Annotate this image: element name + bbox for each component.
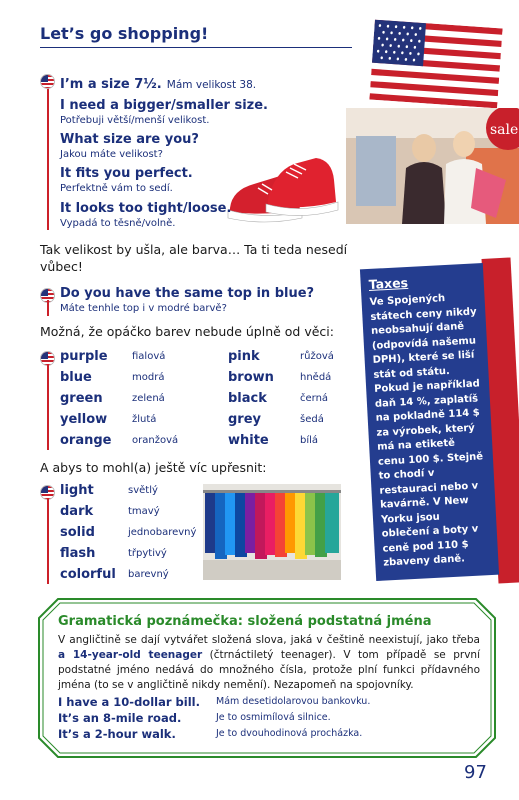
adjective-en: colorful xyxy=(60,567,116,582)
color-cz: růžová xyxy=(300,351,334,362)
body-text-1: Tak velikost by ušla, ale barva… Ta ti teda nesedí vůbec! xyxy=(40,242,348,274)
adjective-en: solid xyxy=(60,525,95,540)
color-en: grey xyxy=(228,412,262,427)
color-en: purple xyxy=(60,349,108,364)
color-en: orange xyxy=(60,433,112,448)
phrase-list-1 xyxy=(60,73,268,235)
adjective-lane xyxy=(47,498,49,584)
phrase-cz: Potřebuji větší/menší velikost. xyxy=(60,115,210,126)
taxes-body: Ve Spojených státech ceny nikdy neobsahují daně (odpovídá našemu DPH), které se liší stát od státu. Pokud je například daň 14 %, zaplatíš na pokladně 114 $ za výrobek, který má na etiketě cenu 100 $. Stejně to chodí v restauraci nebo v kavárně. V New Yorku jsou oblečení a boty v ceně pod 110 $ zbaveny daně. xyxy=(369,293,484,569)
color-en: black xyxy=(228,391,267,406)
list-item xyxy=(60,98,268,132)
body-text-3: A abys to mohl(a) ještě víc upřesnit: xyxy=(40,460,267,475)
list-item xyxy=(60,201,268,235)
clothes-rack-image xyxy=(203,484,341,580)
phrase-en: I need a bigger/smaller size. xyxy=(60,98,268,113)
adjective-cz: jednobarevný xyxy=(128,527,197,538)
color-cz: žlutá xyxy=(132,414,157,425)
color-en: green xyxy=(60,391,103,406)
color-cz: hnědá xyxy=(300,372,332,383)
phrase-cz: Perfektně vám to sedí. xyxy=(60,183,173,194)
phrase-en: It looks too tight/loose. xyxy=(60,201,232,216)
store-photo xyxy=(346,108,519,224)
title-divider xyxy=(40,47,352,48)
color-cz: černá xyxy=(300,393,329,404)
sale-sign: sale xyxy=(490,122,519,138)
color-lane xyxy=(47,364,49,450)
color-en: blue xyxy=(60,370,92,385)
adjective-table xyxy=(60,483,200,587)
adjective-en: dark xyxy=(60,504,94,519)
grammar-text-a: V angličtině se dají vytvářet složená slova, jaká v češtině neexistují, jako třeba xyxy=(58,634,480,646)
adjective-cz: třpytivý xyxy=(128,548,167,559)
phrase-lane-1 xyxy=(47,86,49,230)
table-row xyxy=(58,727,478,742)
adjective-en: flash xyxy=(60,546,96,561)
example-cz: Je to dvouhodinová procházka. xyxy=(216,728,363,739)
example-cz: Je to osmimílová silnice. xyxy=(216,712,331,723)
table-row xyxy=(58,711,478,726)
page-number: 97 xyxy=(464,762,487,783)
color-cz: šedá xyxy=(300,414,324,425)
phrase-cz: Jakou máte velikost? xyxy=(60,149,163,160)
grammar-title: Gramatická poznámečka: složená podstatná jména xyxy=(58,614,432,629)
color-cz: modrá xyxy=(132,372,165,383)
phrase-cz: Máte tenhle top i v modré barvě? xyxy=(60,303,227,314)
color-en: yellow xyxy=(60,412,108,427)
phrase-en: I’m a size 7½. xyxy=(60,77,162,92)
adjective-cz: barevný xyxy=(128,569,169,580)
adjective-cz: tmavý xyxy=(128,506,160,517)
color-table-right xyxy=(228,349,358,453)
color-cz: zelená xyxy=(132,393,165,404)
page-title: Let’s go shopping! xyxy=(40,24,209,43)
color-table-left xyxy=(60,349,220,453)
color-cz: bílá xyxy=(300,435,319,446)
adjective-en: light xyxy=(60,483,94,498)
example-en: It’s a 2-hour walk. xyxy=(58,727,176,741)
list-item xyxy=(60,73,268,98)
grammar-text-bold: a 14-year-old teenager xyxy=(58,649,203,661)
grammar-note-box xyxy=(38,598,496,758)
phrase-lane-2 xyxy=(47,300,49,316)
color-cz: fialová xyxy=(132,351,166,362)
color-en: brown xyxy=(228,370,274,385)
grammar-text xyxy=(58,633,480,693)
phrase-en: What size are you? xyxy=(60,132,199,147)
grammar-text-b: (čtrnáctiletý teenager). V tom případě se první podstatné jméno nedává do množného čísla, protože plní funkci přídavného jména (to se v angličtině nikdy nemění). Nezapomeň na spojovníky. xyxy=(58,649,481,691)
example-en: It’s an 8-mile road. xyxy=(58,711,182,725)
us-flag-bullet-icon xyxy=(40,74,55,89)
color-en: white xyxy=(228,433,269,448)
phrase-cz: Mám velikost 38. xyxy=(166,79,257,91)
phrase-en: It fits you perfect. xyxy=(60,166,193,181)
list-item xyxy=(60,132,268,166)
phrase-en: Do you have the same top in blue? xyxy=(60,286,315,301)
adjective-cz: světlý xyxy=(128,485,158,496)
body-text-2: Možná, že opáčko barev nebude úplně od věci: xyxy=(40,324,334,339)
taxes-title: Taxes xyxy=(368,274,409,292)
example-cz: Mám desetidolarovou bankovku. xyxy=(216,696,371,707)
taxes-box xyxy=(360,263,499,581)
phrase-list-2 xyxy=(60,286,314,315)
phrase-cz: Vypadá to těsně/volně. xyxy=(60,218,176,229)
list-item xyxy=(60,166,268,201)
color-cz: oranžová xyxy=(132,435,179,446)
us-flag-icon xyxy=(369,20,502,109)
color-en: pink xyxy=(228,349,260,364)
list-item xyxy=(60,286,314,315)
example-en: I have a 10-dollar bill. xyxy=(58,695,200,709)
table-row xyxy=(58,695,478,710)
